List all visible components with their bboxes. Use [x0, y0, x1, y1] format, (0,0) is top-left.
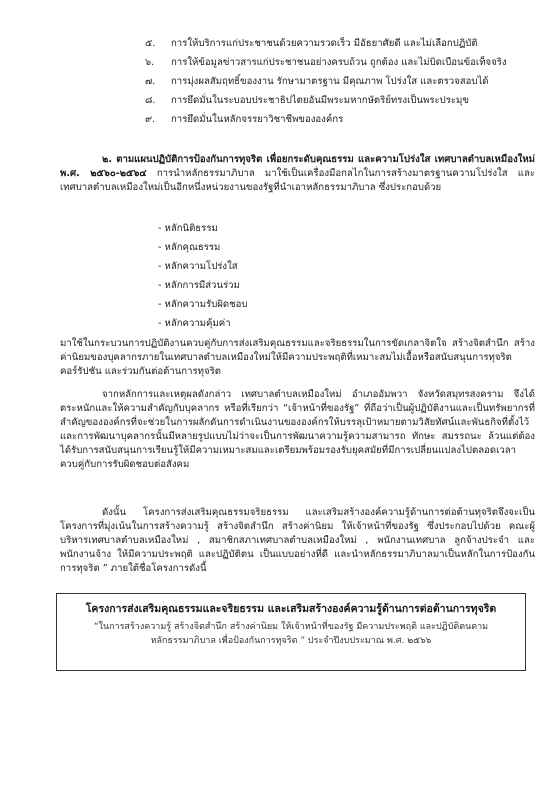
item-number: ๖.: [145, 57, 155, 68]
plan-body: การนำหลักธรรมาภิบาล มาใช้เป็นเครื่องมือกลไกในการสร้างมาตรฐานความโปร่งใส และเทศบาลตำบลเหมืองใหม่เป็นอีกหนึ่งหน่วยงานของรัฐที่นำเอาหลักธรรมาภิบาล ซึ่งประกอบด้วย: [60, 167, 535, 193]
principle-item: - หลักความคุ้มค่า: [158, 318, 231, 329]
rationale-text: จากหลักการและเหตุผลดังกล่าว เทศบาลตำบลเหมืองใหม่ อำเภออัมพวา จังหวัดสมุทรสงคราม จึงได้ตระหนักและให้ความสำคัญกับบุคลากร หรือที่เรียกว่า “เจ้าหน้าที่ของรัฐ” ที่ถือว่าเป็นผู้ปฏิบัติงานและเป็นทรัพยากรที่สำคัญขององค์กรที่จะช่วยในการผลักดันการดำเนินงานขององค์กรให้บรรลุเป้าหมายตามวิสัยทัศน์และพันธกิจที่ตั้งไว้ และการพัฒนาบุคลากรนั้นมีหลายรูปแบบไม่ว่าจะเป็นการพัฒนาความรู้ความสามารถ ทักษะ สมรรถนะ ล้วนแต่ต้องได้รับการสนับสนุนการเรียนรู้ให้มีความเหมาะสมและเตรียมพร้อมรองรับยุคสมัยที่มีการเปลี่ยนแปลงไปตลอดเวลาควบคู่กับการรับผิดชอบต่อสังคม: [60, 389, 535, 470]
project-title-box: [56, 593, 526, 671]
item-text: การให้ข้อมูลข่าวสารแก่ประชาชนอย่างครบถ้วน ถูกต้อง และไม่บิดเบือนข้อเท็จจริง: [171, 57, 507, 68]
principles-list: [158, 222, 458, 336]
list-item: [145, 94, 525, 113]
numbered-list: [145, 37, 525, 132]
after-principles-text: มาใช้ในกระบวนการปฏิบัติงานควบคู่กับการส่งเสริมคุณธรรมและจริยธรรมในการขัดเกลาจิตใจ สร้างจิตสำนึก สร้างค่านิยมของบุคลากรภายในเทศบาลตำบลเหมืองใหม่ให้มีความประพฤติที่เหมาะสมไม่เอื้อหรือสนับสนุนการทุจริตคอร์รัปชัน และร่วมกันต่อต้านการทุจริต: [60, 338, 535, 377]
plan-heading: ๒. ตามแผนปฏิบัติการป้องกันการทุจริต เพื่อยกระดับคุณธรรม และความโปร่งใส เทศบาลตำบลเหมืองใหม่ พ.ศ. ๒๕๖๐-๒๕๖๔: [60, 154, 535, 179]
after-principles-paragraph: [60, 337, 535, 379]
list-item: [145, 56, 525, 75]
rationale-paragraph: [60, 388, 535, 471]
item-number: ๙.: [145, 114, 156, 125]
list-item: [145, 75, 525, 94]
item-text: การยึดมั่นในหลักจรรยาวิชาชีพขององค์กร: [171, 114, 344, 125]
project-quote: “ในการสร้างความรู้ สร้างจิตสำนึก สร้างค่านิยม ให้เจ้าหน้าที่ของรัฐ มีความประพฤติ และปฏิบัติตนตามหลักธรรมาภิบาล เพื่อป้องกันการทุจริต ” ประจำปีงบประมาณ พ.ศ. ๒๕๖๖: [93, 622, 489, 647]
item-number: ๗.: [145, 76, 156, 87]
principle-item: - หลักความโปร่งใส: [158, 261, 238, 272]
item-text: การให้บริการแก่ประชาชนด้วยความรวดเร็ว มีอัธยาศัยดี และไม่เลือกปฏิบัติ: [171, 38, 478, 49]
principle-item: - หลักความรับผิดชอบ: [158, 299, 248, 310]
item-text: การมุ่งผลสัมฤทธิ์ของงาน รักษามาตรฐาน มีคุณภาพ โปร่งใส และตรวจสอบได้: [171, 76, 489, 87]
principle-item: - หลักนิติธรรม: [158, 223, 218, 234]
plan-paragraph: [60, 153, 535, 195]
project-title: โครงการส่งเสริมคุณธรรมและจริยธรรม และเสริมสร้างองค์ความรู้ด้านการต่อต้านการทุจริต: [85, 603, 497, 615]
project-intro-paragraph: [60, 506, 535, 576]
item-number: ๘.: [145, 95, 156, 106]
list-item: [145, 37, 525, 56]
item-text: การยึดมั่นในระบอบประชาธิปไตยอันมีพระมหากษัตริย์ทรงเป็นพระประมุข: [171, 95, 469, 106]
item-number: ๕.: [145, 38, 156, 49]
principle-item: - หลักคุณธรรม: [158, 242, 221, 253]
principle-item: - หลักการมีส่วนร่วม: [158, 280, 240, 291]
project-intro-text: ดังนั้น โครงการส่งเสริมคุณธรรมจริยธรรม และเสริมสร้างองค์ความรู้ด้านการต่อต้านทุจริตจึงจะเป็นโครงการที่มุ่งเน้นในการสร้างความรู้ สร้างจิตสำนึก สร้างค่านิยม ให้เจ้าหน้าที่ของรัฐ ซึ่งประกอบไปด้วย คณะผู้บริหารเทศบาลตำบลเหมืองใหม่ , สมาชิกสภาเทศบาลตำบลเหมืองใหม่ , พนักงานเทศบาล ลูกจ้างประจำ และพนักงานจ้าง ให้มีความประพฤติ และปฏิบัติตน เป็นแบบอย่างที่ดี และนำหลักธรรมาภิบาลมาเป็นหลักในการป้องกันการทุจริต ” ภายใต้ชื่อโครงการดังนี้: [60, 507, 535, 574]
list-item: [145, 113, 525, 132]
